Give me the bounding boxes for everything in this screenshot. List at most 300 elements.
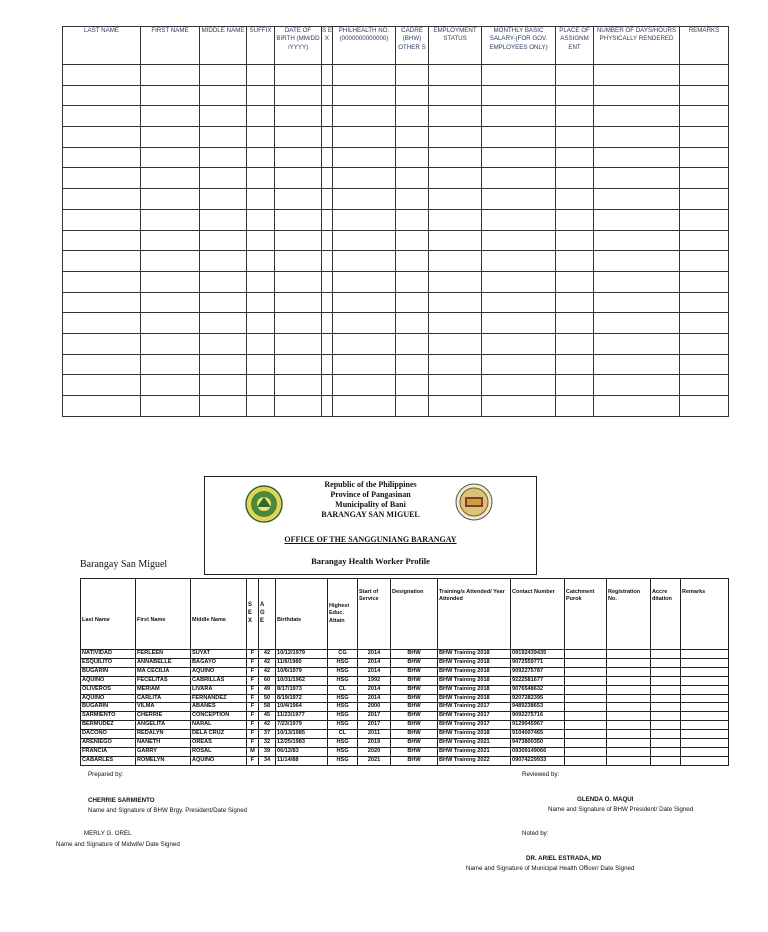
table-cell: [607, 721, 651, 730]
table-cell: [594, 271, 680, 292]
table-cell: [651, 694, 681, 703]
col-header: FIRST NAME: [141, 27, 200, 65]
table-cell: 2017: [358, 721, 391, 730]
table-cell: HSG: [328, 676, 358, 685]
table-cell: BHW: [391, 650, 438, 659]
table-cell: [681, 721, 729, 730]
table-cell: [200, 189, 247, 210]
table-cell: [275, 106, 322, 127]
table-cell: [275, 85, 322, 106]
table-cell: [322, 65, 333, 86]
table-cell: [429, 313, 482, 334]
table-cell: [565, 739, 607, 748]
table-cell: [680, 127, 729, 148]
table-cell: [556, 85, 594, 106]
table-cell: [275, 292, 322, 313]
table-cell: 8/17/1973: [276, 685, 328, 694]
table-cell: [429, 354, 482, 375]
table-cell: BHW Training 2017: [438, 712, 511, 721]
table-cell: BHW: [391, 739, 438, 748]
table-cell: [247, 313, 275, 334]
table-cell: FRANCIA: [81, 747, 136, 756]
table-cell: [565, 756, 607, 765]
table-cell: 2014: [358, 650, 391, 659]
table-cell: [594, 147, 680, 168]
table-cell: [247, 375, 275, 396]
table-cell: [594, 313, 680, 334]
table-cell: 09074229933: [511, 756, 565, 765]
table-cell: [681, 703, 729, 712]
table-cell: 06/12/83: [276, 747, 328, 756]
table-cell: [200, 65, 247, 86]
table-cell: [275, 396, 322, 417]
table-cell: [429, 106, 482, 127]
table-cell: [429, 230, 482, 251]
table-row: [81, 730, 729, 739]
table-cell: [556, 209, 594, 230]
table-cell: [141, 271, 200, 292]
table-cell: [651, 721, 681, 730]
table-cell: [200, 168, 247, 189]
table-cell: [396, 333, 429, 354]
col-header: DATE OF BIRTH (MM/DD /YYYY): [275, 27, 322, 65]
table-cell: [396, 209, 429, 230]
table-cell: 10/6/1979: [276, 667, 328, 676]
table-row: [63, 147, 729, 168]
table-cell: [565, 703, 607, 712]
table-cell: CG: [328, 650, 358, 659]
table-cell: 42: [259, 650, 276, 659]
table-cell: [680, 396, 729, 417]
table-cell: [594, 333, 680, 354]
table-cell: [565, 694, 607, 703]
table-cell: OLIVEROS: [81, 685, 136, 694]
table-cell: BHW: [391, 658, 438, 667]
table-cell: [556, 396, 594, 417]
table-header-row: [63, 27, 729, 65]
table-row: [81, 747, 729, 756]
table-cell: 45: [259, 712, 276, 721]
table-cell: [607, 739, 651, 748]
table-cell: [594, 354, 680, 375]
table-cell: 09192439435: [511, 650, 565, 659]
table-cell: [607, 650, 651, 659]
table-cell: REDALYN: [136, 730, 191, 739]
table-cell: [607, 667, 651, 676]
table-cell: [63, 313, 141, 334]
table-cell: SARMIENTO: [81, 712, 136, 721]
table-cell: [482, 333, 556, 354]
reviewed-caption: Name and Signature of BHW President/ Date Signed: [548, 806, 694, 813]
table-cell: [651, 658, 681, 667]
table-cell: [63, 396, 141, 417]
barangay-label: Barangay San Miguel: [80, 559, 168, 570]
table-cell: AQUINO: [81, 676, 136, 685]
table-cell: [680, 292, 729, 313]
table-cell: BHW: [391, 712, 438, 721]
table-cell: [200, 333, 247, 354]
table-cell: [565, 650, 607, 659]
table-cell: [482, 147, 556, 168]
table-cell: [607, 747, 651, 756]
table-cell: [429, 333, 482, 354]
table-cell: [607, 730, 651, 739]
table-cell: HSG: [328, 694, 358, 703]
table-cell: BHW Training 2018: [438, 658, 511, 667]
table-cell: 2011: [358, 730, 391, 739]
table-cell: BUGARIN: [81, 667, 136, 676]
table-cell: [396, 292, 429, 313]
table-row: [63, 230, 729, 251]
table-row: [63, 292, 729, 313]
table-cell: [396, 375, 429, 396]
table-row: [81, 650, 729, 659]
reviewed-name: GLENDA O. MAQUI: [577, 796, 634, 803]
table-cell: [594, 292, 680, 313]
table-cell: NARAL: [191, 721, 247, 730]
table-cell: OREAS: [191, 739, 247, 748]
table-cell: ARENIEGO: [81, 739, 136, 748]
table-cell: [247, 396, 275, 417]
table-cell: [200, 313, 247, 334]
table-cell: [396, 147, 429, 168]
col-header: PLACE OF ASSIGNM ENT: [556, 27, 594, 65]
table-cell: [200, 251, 247, 272]
table-cell: BHW Training 2018: [438, 667, 511, 676]
table-cell: [275, 147, 322, 168]
table-cell: [63, 85, 141, 106]
table-cell: HSG: [328, 658, 358, 667]
table-cell: DACONO: [81, 730, 136, 739]
table-cell: [63, 65, 141, 86]
table-cell: [556, 127, 594, 148]
table-row: [81, 658, 729, 667]
table-cell: FERNANDEZ: [191, 694, 247, 703]
col-header: Registration No.: [607, 579, 651, 650]
table-cell: [680, 354, 729, 375]
table-cell: [275, 251, 322, 272]
table-cell: [556, 189, 594, 210]
table-cell: [333, 333, 396, 354]
table-cell: CABRILLAS: [191, 676, 247, 685]
table-cell: [333, 106, 396, 127]
table-cell: F: [247, 667, 259, 676]
table-row: [63, 375, 729, 396]
table-cell: [275, 127, 322, 148]
table-cell: [482, 209, 556, 230]
table-cell: [141, 333, 200, 354]
table-cell: [594, 85, 680, 106]
table-cell: M: [247, 747, 259, 756]
table-cell: [556, 375, 594, 396]
table-cell: 9222581677: [511, 676, 565, 685]
table-cell: [482, 65, 556, 86]
table-cell: [247, 85, 275, 106]
table-cell: 50: [259, 694, 276, 703]
col-header: Middle Name: [191, 579, 247, 650]
table-cell: [200, 230, 247, 251]
table-cell: [200, 106, 247, 127]
table-cell: [63, 209, 141, 230]
table-cell: FECELITAS: [136, 676, 191, 685]
table-cell: [141, 354, 200, 375]
table-cell: F: [247, 712, 259, 721]
table-cell: AQUINO: [81, 694, 136, 703]
col-header: Training/s Attended/ Year Attended: [438, 579, 511, 650]
table-cell: [607, 685, 651, 694]
table-cell: [333, 313, 396, 334]
table-cell: [141, 313, 200, 334]
table-cell: [322, 209, 333, 230]
table-cell: [322, 251, 333, 272]
col-header: Birthdate: [276, 579, 328, 650]
table-row: [81, 703, 729, 712]
table-cell: [594, 230, 680, 251]
table-cell: [680, 147, 729, 168]
table-cell: [429, 292, 482, 313]
table-cell: BHW Training 2017: [438, 703, 511, 712]
col-header: PHILHEALTH NO. (0000000000000): [333, 27, 396, 65]
table-cell: [594, 396, 680, 417]
table-cell: [556, 65, 594, 86]
table-cell: [556, 313, 594, 334]
table-cell: [556, 333, 594, 354]
table-cell: HSG: [328, 747, 358, 756]
table-cell: [63, 189, 141, 210]
col-header: First Name: [136, 579, 191, 650]
col-header: Contact Number: [511, 579, 565, 650]
col-header: Catchment Purok: [565, 579, 607, 650]
prepared-label: Prepared by:: [88, 771, 124, 778]
table-cell: BHW Training 2022: [438, 756, 511, 765]
table-cell: AQUINO: [191, 756, 247, 765]
table-cell: 9489238653: [511, 703, 565, 712]
table-cell: GARRY: [136, 747, 191, 756]
table-cell: 49: [259, 685, 276, 694]
table-cell: [681, 650, 729, 659]
table-cell: [247, 354, 275, 375]
table-cell: [429, 147, 482, 168]
table-cell: [63, 147, 141, 168]
table-cell: [396, 230, 429, 251]
table-cell: [429, 375, 482, 396]
table-cell: [333, 85, 396, 106]
table-cell: [247, 168, 275, 189]
table-cell: 9072559771: [511, 658, 565, 667]
table-cell: [322, 106, 333, 127]
office-title: OFFICE OF THE SANGGUNIANG BARANGAY: [284, 535, 457, 544]
table-cell: [247, 292, 275, 313]
table-cell: [333, 168, 396, 189]
table-cell: [200, 292, 247, 313]
table-cell: 2021: [358, 756, 391, 765]
col-header: CADRE (BHW) OTHER S: [396, 27, 429, 65]
table-cell: [275, 65, 322, 86]
table-row: [63, 127, 729, 148]
table-cell: 9207282395: [511, 694, 565, 703]
table-cell: VILMA: [136, 703, 191, 712]
table-cell: BHW Training 2018: [438, 730, 511, 739]
table-cell: 42: [259, 658, 276, 667]
table-cell: [482, 271, 556, 292]
table-cell: HSG: [328, 712, 358, 721]
table-cell: [333, 209, 396, 230]
table-cell: 8/19/1972: [276, 694, 328, 703]
table-cell: 2020: [358, 747, 391, 756]
table-cell: 2000: [358, 703, 391, 712]
table-cell: [275, 168, 322, 189]
table-cell: [396, 354, 429, 375]
table-cell: [482, 375, 556, 396]
table-cell: [247, 251, 275, 272]
table-cell: MA CECILIA: [136, 667, 191, 676]
table-cell: F: [247, 730, 259, 739]
table-cell: F: [247, 739, 259, 748]
col-header: NUMBER OF DAYS/HOURS PHYSICALLY RENDERED: [594, 27, 680, 65]
table-cell: 2014: [358, 667, 391, 676]
table-row: [63, 189, 729, 210]
table-cell: 11/6/1980: [276, 658, 328, 667]
table-cell: BHW: [391, 730, 438, 739]
table-cell: [681, 756, 729, 765]
table-row: [63, 65, 729, 86]
table-cell: [247, 209, 275, 230]
table-cell: [681, 658, 729, 667]
table-cell: BAGAYO: [191, 658, 247, 667]
table-cell: [681, 739, 729, 748]
table-cell: [681, 676, 729, 685]
table-cell: F: [247, 756, 259, 765]
col-header: EMPLOYMENT STATUS: [429, 27, 482, 65]
table-cell: [396, 189, 429, 210]
table-cell: [275, 354, 322, 375]
table-cell: [482, 251, 556, 272]
bhw-profile-table: [80, 578, 729, 766]
table-cell: [681, 694, 729, 703]
table-cell: 09309149066: [511, 747, 565, 756]
table-cell: [322, 127, 333, 148]
table-cell: [247, 271, 275, 292]
col-header: Accre ditation: [651, 579, 681, 650]
table-cell: [63, 230, 141, 251]
table-cell: HSG: [328, 756, 358, 765]
table-cell: [322, 168, 333, 189]
profile-title: Barangay Health Worker Profile: [311, 556, 430, 566]
table-cell: 9473800350: [511, 739, 565, 748]
table-row: [81, 721, 729, 730]
table-cell: [247, 230, 275, 251]
table-cell: [651, 730, 681, 739]
table-cell: [429, 168, 482, 189]
table-cell: [333, 65, 396, 86]
table-cell: [680, 106, 729, 127]
table-cell: [556, 230, 594, 251]
table-cell: [200, 271, 247, 292]
table-cell: HSG: [328, 721, 358, 730]
noted-label: Noted by:: [522, 830, 549, 837]
col-header: Last Name: [81, 579, 136, 650]
table-row: [63, 209, 729, 230]
table-cell: 10/12/1979: [276, 650, 328, 659]
table-cell: [247, 147, 275, 168]
table-cell: [333, 189, 396, 210]
table-cell: [333, 292, 396, 313]
prepared-caption: Name and Signature of BHW Brgy. President/Date Signed: [88, 807, 248, 814]
table-cell: [482, 313, 556, 334]
table-cell: [200, 127, 247, 148]
table-cell: [429, 85, 482, 106]
table-cell: 11/14/88: [276, 756, 328, 765]
noted-caption: Name and Signature of Municipal Health Officer/ Date Signed: [466, 865, 635, 872]
table-cell: [594, 65, 680, 86]
table-cell: [429, 127, 482, 148]
table-cell: [396, 396, 429, 417]
table-row: [63, 313, 729, 334]
table-cell: [429, 396, 482, 417]
table-cell: 10/13/1985: [276, 730, 328, 739]
table-cell: F: [247, 676, 259, 685]
table-row: [63, 168, 729, 189]
table-cell: [141, 292, 200, 313]
table-cell: F: [247, 694, 259, 703]
table-cell: [333, 271, 396, 292]
table-cell: [680, 230, 729, 251]
table-cell: 9104007465: [511, 730, 565, 739]
table-cell: [396, 106, 429, 127]
table-cell: [63, 375, 141, 396]
table-cell: CARLITA: [136, 694, 191, 703]
col-header: Remarks: [681, 579, 729, 650]
table-cell: [322, 271, 333, 292]
table-row: [63, 396, 729, 417]
table-cell: [247, 189, 275, 210]
table-cell: [322, 354, 333, 375]
table-cell: [322, 375, 333, 396]
table-cell: [275, 209, 322, 230]
table-cell: [482, 168, 556, 189]
col-header: LAST NAME: [63, 27, 141, 65]
table-cell: [396, 313, 429, 334]
noted-name: DR. ARIEL ESTRADA, MD: [526, 855, 602, 862]
table-cell: 10/31/1962: [276, 676, 328, 685]
table-cell: [680, 333, 729, 354]
table-cell: ROMELYN: [136, 756, 191, 765]
table-cell: [322, 292, 333, 313]
table-cell: 2014: [358, 658, 391, 667]
table-cell: DELA CRUZ: [191, 730, 247, 739]
table-cell: [594, 127, 680, 148]
table-cell: [565, 676, 607, 685]
table-cell: [429, 209, 482, 230]
table-cell: 11/23/1977: [276, 712, 328, 721]
table-cell: HSG: [328, 667, 358, 676]
col-header: SUFFIX: [247, 27, 275, 65]
table-cell: [565, 685, 607, 694]
table-cell: [200, 85, 247, 106]
table-cell: [680, 313, 729, 334]
table-cell: [275, 375, 322, 396]
table-cell: [607, 712, 651, 721]
table-cell: [594, 375, 680, 396]
table-cell: [141, 106, 200, 127]
table-row: [63, 271, 729, 292]
table-cell: [141, 147, 200, 168]
table-cell: [141, 189, 200, 210]
table-cell: 34: [259, 756, 276, 765]
table-cell: [333, 230, 396, 251]
reviewed-label: Reviewed by:: [522, 771, 560, 778]
table-cell: 2019: [358, 739, 391, 748]
